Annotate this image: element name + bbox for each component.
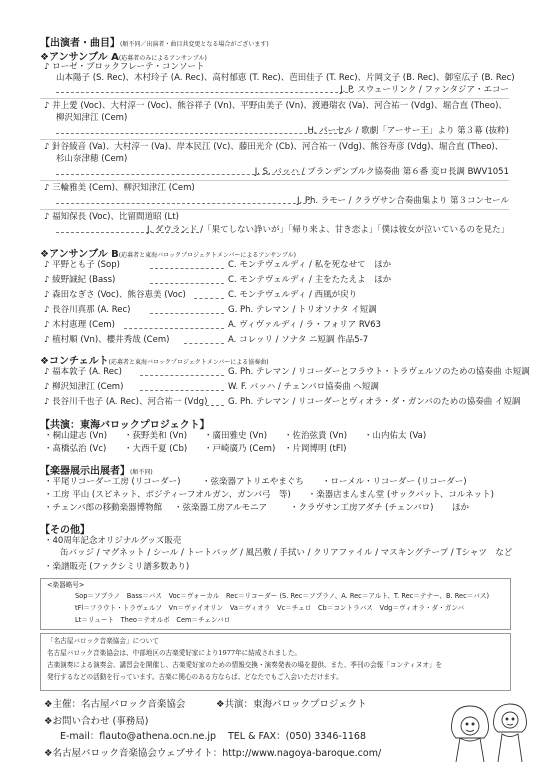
- dotted-leader: [140, 390, 224, 391]
- dotted-leader: [194, 298, 224, 299]
- dotted-leader: [206, 405, 224, 406]
- other-heading: 【その他】: [40, 525, 90, 536]
- ensemble-a-item-5-members: ♪ 福知保長 (Voc)、比留間道昭 (Lt): [44, 212, 179, 222]
- ensemble-a-item-5-piece: J. ダウランド /「果てしない諍いが」「帰り来よ、甘き恋よ」「僕は彼女が泣いているのを見た」: [147, 225, 509, 235]
- goods-list: 缶バッジ / マグネット / シール / トートバッグ / 風呂敷 / 手拭い / クリアファイル / マスキングテープ / Tシャツ など: [60, 548, 513, 558]
- ensemble-a-item-1-title: ♪ ローゼ・ブロックフレーテ・コンソート: [44, 62, 205, 72]
- tbp-heading: 【共演：東海バロックプロジェクト】: [40, 420, 210, 431]
- concerto-row-3-piece: G. Ph. テレマン / リコーダーとヴィオラ・ダ・ガンバのための協奏曲 イ短調: [228, 397, 521, 407]
- tbp-member: ・桐山建志 (Vn): [44, 431, 108, 441]
- dotted-leader: [184, 343, 224, 344]
- dotted-leader: [150, 283, 224, 284]
- ensemble-a-item-2-members: ♪ 井上愛 (Voc)、大村淳一 (Voc)、熊谷祥子 (Vn)、平野由美子 (Vn)、渡邉瑞衣 (Va)、河合祐一 (Vdg)、堀合直 (Theo)、: [44, 101, 507, 111]
- ensemble-b-row-1-piece: C. モンテヴェルディ / 私を死なせて ほか: [228, 260, 392, 270]
- ensemble-a-item-3-members: ♪ 針谷綾音 (Va)、大村淳一 (Va)、岸本民江 (Vc)、藤田光介 (Cb)、河合祐一 (Vdg)、熊谷寿彦 (Vdg)、堀合直 (Theo)、: [44, 142, 504, 152]
- divider: [40, 139, 509, 140]
- performers-heading: 【出演者・曲目】(順不同／出演者・曲目共変更となる場合がございます): [40, 38, 269, 49]
- exhibitor-etc: ほか: [452, 503, 470, 513]
- dotted-leader: [150, 268, 224, 269]
- concerto-row-2-performer: ♪ 柳沢知津江 (Cem): [44, 382, 124, 392]
- exhibitor: ・弦楽器アトリエやまぐち: [202, 477, 304, 487]
- exhibitor: ・ローメル・リコーダー (リコーダー): [322, 477, 467, 487]
- concerto-row-3-performer: ♪ 長谷川千也子 (A. Rec)、河合祐一 (Vdg): [44, 397, 208, 407]
- ensemble-b-row-4-piece: G. Ph. テレマン / トリオソナタ イ短調: [228, 305, 377, 315]
- ensemble-b-row-6-piece: A. コレッリ / ソナタ ニ短調 作品5-7: [228, 335, 369, 345]
- ensemble-b-row-2-piece: C. モンテヴェルディ / 主をたたえよ ほか: [228, 275, 392, 285]
- ensemble-a-item-4-piece: J. Ph. ラモー / クラヴサン合奏曲集より 第３コンセール: [296, 196, 509, 206]
- ensemble-a-item-2-piece: H. パーセル / 歌劇「アーサー王」より 第３幕 (抜粋): [307, 126, 509, 136]
- ensemble-b-row-3-performer: ♪ 森田なぎさ (Voc)、熊谷恵美 (Voc): [44, 290, 186, 300]
- dotted-leader: [56, 203, 311, 204]
- concerto-row-2-piece: W. F. バッハ / チェンバロ協奏曲 ヘ短調: [228, 382, 379, 392]
- contact-email[interactable]: E-mail：flauto@athena.ocn.ne.jp: [60, 731, 217, 742]
- tbp-member: ・佐治弦貴 (Vn): [284, 431, 348, 441]
- ensemble-b-row-1-performer: ♪ 平野とも子 (Sop): [44, 260, 120, 270]
- ensemble-b-row-3-piece: C. モンテヴェルディ / 西風が戻り: [228, 290, 358, 300]
- exhibitor: ・チェンバ郎の移動楽器博物館: [44, 503, 163, 513]
- about-title: 「名古屋バロック音楽協会」について: [47, 637, 159, 645]
- ensemble-a-item-1-piece: J. P. スウェーリンク / ファンタジア・エコー: [340, 85, 509, 95]
- abbreviations-title: <楽器略号>: [47, 581, 85, 589]
- exhibitor: ・クラヴサン工房アダチ (チェンバロ): [290, 503, 434, 513]
- concerto-heading: ❖コンチェルト(応募者と東海バロックプロジェクトメンバーによる協奏曲): [40, 356, 269, 367]
- co-performer: ❖共演：東海バロックプロジェクト: [216, 699, 367, 710]
- dotted-leader: [56, 133, 347, 134]
- abbreviations-line-3: Lt＝リュート Theo＝テオルボ Cem＝チェンバロ: [75, 616, 231, 624]
- dotted-leader: [140, 375, 224, 376]
- ensemble-b-heading: ❖アンサンブル B(応募者と東海バロックプロジェクトメンバーによるアンサンブル): [40, 249, 296, 260]
- goods-sale: ・40周年記念オリジナルグッズ販売: [44, 536, 182, 546]
- score-sale: ・楽譜販売 (ファクシミリ譜多数あり): [44, 562, 190, 572]
- dotted-leader: [56, 92, 353, 93]
- organizer: ❖主催：名古屋バロック音楽協会: [44, 699, 186, 710]
- ensemble-a-item-2-members-cont: 柳沢知津江 (Cem): [56, 113, 128, 123]
- divider: [40, 98, 509, 99]
- tbp-member: ・片岡博明 (tFl): [284, 444, 347, 454]
- ensemble-b-row-5-performer: ♪ 木村恵理 (Cem): [44, 320, 115, 330]
- exhibitors-heading: 【楽器展示出展者】(順不同): [40, 466, 153, 477]
- website-link[interactable]: ❖名古屋バロック音楽協会ウェブサイト：http://www.nagoya-baroque.com/: [44, 748, 382, 759]
- divider: [40, 209, 509, 210]
- exhibitor: ・平尾リコーダー工房 (リコーダー): [44, 477, 181, 487]
- ensemble-b-row-5-piece: A. ヴィヴァルディ / ラ・フォリア RV63: [228, 320, 381, 330]
- ensemble-a-item-4-members: ♪ 三輪雅美 (Cem)、柳沢知津江 (Cem): [44, 183, 195, 193]
- about-line-2: 古楽演奏による演奏会、講習会を開催し、古楽愛好家のための情報交換・演奏発表の場を提供、また、季刊の会報「コンティヌオ」を: [47, 661, 443, 669]
- tbp-member: ・山内佑太 (Va): [364, 431, 427, 441]
- abbreviations-box: [40, 578, 511, 630]
- about-line-1: 名古屋バロック音楽協会は、中部地区の古楽愛好家により1977年に結成されました。: [47, 649, 302, 657]
- exhibitor: ・弦楽器工房アルモニア: [174, 503, 268, 513]
- contact-tel-fax: TEL & FAX：(050) 3346-1168: [228, 731, 366, 742]
- concerto-row-1-performer: ♪ 福本敦子 (A. Rec): [44, 367, 122, 377]
- ensemble-b-row-4-performer: ♪ 長谷川真那 (A. Rec): [44, 305, 131, 315]
- ensemble-a-item-3-piece: J. S. バッハ / ブランデンブルク協奏曲 第６番 変ロ長調 BWV1051: [254, 167, 509, 177]
- tbp-member: ・荻野美和 (Vn): [124, 431, 188, 441]
- ensemble-a-item-1-members: 山本陽子 (S. Rec)、木村玲子 (A. Rec)、高村郁恵 (T. Rec)、芭田佳子 (T. Rec)、片岡文子 (B. Rec)、御室広子 (B. Rec): [56, 73, 515, 83]
- concerto-row-1-piece: G. Ph. テレマン / リコーダーとフラウト・トラヴェルソのための協奏曲 ホ短調: [228, 367, 530, 377]
- tbp-member: ・大西千夏 (Cb): [124, 444, 188, 454]
- tbp-member: ・髙橋弘治 (Vc): [44, 444, 107, 454]
- about-box: [40, 633, 511, 691]
- contact-heading: ❖お問い合わせ (事務局): [44, 716, 149, 727]
- ensemble-b-row-6-performer: ♪ 植村順 (Vn)、櫻井秀哉 (Cem): [44, 335, 170, 345]
- ensemble-a-item-3-members-cont: 杉山奈津穂 (Cem): [56, 154, 128, 164]
- dotted-leader: [150, 313, 224, 314]
- ensemble-b-row-2-performer: ♪ 綾野誠紀 (Bass): [44, 275, 116, 285]
- dotted-leader: [124, 328, 224, 329]
- tbp-member: ・廣田雅史 (Vn): [204, 431, 268, 441]
- exhibitor-row-2: ・工房 平山 (スピネット、ポジティーフオルガン、ガンバ弓 等) ・楽器店まんまん堂 (サックバット、コルネット): [44, 490, 494, 500]
- about-line-3: 発行するなどの活動を行っています。古楽に関心のある方ならば、どなたでもご入会いただけます。: [47, 673, 343, 681]
- ensemble-a-heading: ❖アンサンブル A(応募者のみによるアンサンブル): [40, 52, 207, 63]
- abbreviations-line-2: tFl＝フラウト・トラヴェルソ Vn＝ヴァイオリン Va＝ヴィオラ Vc＝チェロ Cb＝コントラバス Vdg＝ヴィオラ・ダ・ガンバ: [75, 604, 465, 612]
- divider: [40, 180, 509, 181]
- abbreviations-line-1: Sop＝ソプラノ Bass＝バス Voc＝ヴォーカル Rec＝リコーダー (S. Rec＝ソプラノ、A. Rec＝アルト、T. Rec＝テナー、B. Rec＝バス): [75, 592, 490, 600]
- composer-cartoon-icon: [444, 692, 534, 762]
- tbp-member: ・戸崎廣乃 (Cem): [204, 444, 276, 454]
